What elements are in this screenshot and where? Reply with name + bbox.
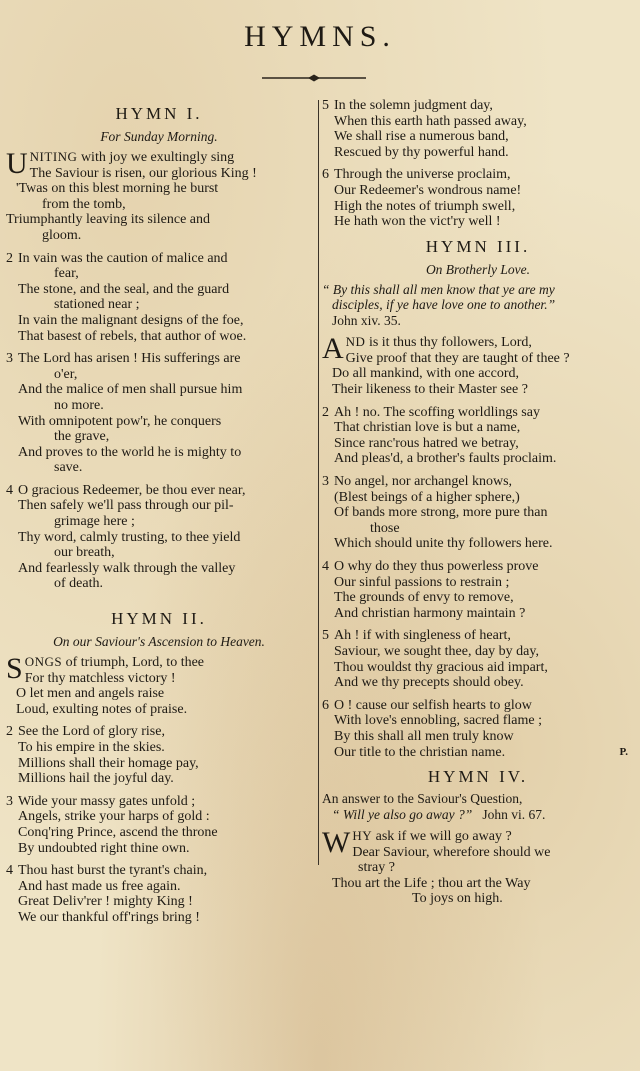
stanza-number: 4 bbox=[6, 482, 13, 498]
verse-line: And hast made us free again. bbox=[18, 878, 181, 894]
verse-caps: NITING bbox=[29, 149, 78, 164]
verse-line: For thy matchless victory ! bbox=[24, 670, 176, 686]
verse-line: Thou art the Life ; thou art the Way bbox=[332, 875, 531, 891]
verse-line: Wide your massy gates unfold ; bbox=[18, 793, 196, 809]
verse-line: save. bbox=[54, 460, 83, 476]
hymn-4-title: HYMN IV. bbox=[427, 767, 529, 787]
drop-cap: S bbox=[6, 652, 23, 686]
verse-line: gloom. bbox=[42, 227, 82, 243]
verse-line: Thou hast burst the tyrant's chain, bbox=[18, 863, 208, 879]
verse-line: Give proof that they are taught of thee ? bbox=[345, 350, 570, 366]
hymn-2-stanza-6 bbox=[322, 167, 634, 229]
verse-line: Saviour, we sought thee, day by day, bbox=[334, 643, 539, 659]
verse-caps: ONGS bbox=[24, 654, 63, 670]
hymn-3-stanza-2 bbox=[322, 405, 634, 467]
verse-line: The stone, and the seal, and the guard bbox=[18, 281, 230, 297]
verse-line: O let men and angels raise bbox=[16, 686, 165, 702]
verse-line: Through the universe proclaim, bbox=[334, 167, 511, 183]
hymn-2-stanza-2 bbox=[6, 724, 312, 786]
verse-line: 'Twas on this blest morning he burst bbox=[16, 181, 219, 197]
verse-line: Of bands more strong, more pure than bbox=[334, 505, 548, 521]
epigraph-reference: John xiv. 35. bbox=[332, 312, 401, 328]
intro-line: An answer to the Saviour's Question, bbox=[322, 791, 523, 807]
verse-line: See the Lord of glory rise, bbox=[18, 724, 165, 740]
verse-line: In vain the malignant designs of the foe, bbox=[18, 312, 244, 328]
verse-line: Ah ! if with singleness of heart, bbox=[334, 628, 511, 644]
stanza-number: 6 bbox=[322, 167, 329, 183]
stanza-number: 5 bbox=[322, 628, 329, 644]
hymn-1-stanza-2 bbox=[6, 251, 312, 345]
verse-line: To joys on high. bbox=[412, 891, 503, 907]
left-column bbox=[6, 98, 312, 933]
stanza-number: 3 bbox=[6, 351, 13, 367]
verse-line: With omnipotent pow'r, he conquers bbox=[18, 413, 222, 429]
verse-line: And proves to the world he is mighty to bbox=[18, 444, 242, 460]
verse-line: (Blest beings of a higher sphere,) bbox=[334, 489, 520, 505]
hymn-3-stanza-1 bbox=[322, 334, 634, 397]
verse-line: He hath won the vict'ry well ! bbox=[334, 214, 501, 230]
verse-line: We shall rise a numerous band, bbox=[334, 129, 509, 145]
verse-line: with joy we exultingly sing bbox=[77, 150, 235, 165]
verse-line: no more. bbox=[54, 397, 104, 413]
verse-line: Their likeness to their Master see ? bbox=[332, 382, 528, 398]
hymn-4-intro bbox=[322, 791, 634, 822]
verse-line: of triumph, Lord, to thee bbox=[62, 655, 205, 671]
hymn-4-stanza-1 bbox=[322, 828, 634, 907]
hymn-1-stanza-3 bbox=[6, 351, 312, 476]
epigraph-line: disciples, if ye have love one to another.” bbox=[332, 297, 556, 313]
verse-line: That christian love is but a name, bbox=[334, 420, 521, 436]
intro-quote: “ Will ye also go away ?” bbox=[332, 806, 473, 822]
verse-line: O why do they thus powerless prove bbox=[334, 558, 539, 574]
verse-line: That basest of rebels, that author of woe. bbox=[18, 328, 247, 344]
verse-line: The Lord has arisen ! His sufferings are bbox=[18, 351, 241, 367]
hymn-2-stanza-1 bbox=[6, 654, 312, 717]
verse-line: The Saviour is risen, our glorious King ! bbox=[29, 165, 257, 181]
verse-line: Millions hail the joyful day. bbox=[18, 771, 174, 787]
verse-line: We our thankful off'rings bring ! bbox=[18, 909, 200, 925]
hymn-2-stanza-3 bbox=[6, 794, 312, 856]
hymn-3-stanza-6 bbox=[322, 698, 634, 760]
hymn-1-title: HYMN I. bbox=[115, 104, 203, 123]
verse-line: Triumphantly leaving its silence and bbox=[6, 212, 211, 228]
epigraph-line: “ By this shall all men know that ye are my bbox=[322, 281, 555, 297]
page-title: HYMNS. bbox=[244, 20, 396, 53]
verse-line: is it thus thy followers, Lord, bbox=[365, 335, 532, 351]
verse-line: Great Deliv'rer ! mighty King ! bbox=[18, 894, 193, 910]
verse-line: Thy word, calmly trusting, to thee yield bbox=[18, 529, 241, 545]
verse-line: Do all mankind, with one accord, bbox=[332, 366, 520, 382]
verse-line: Our sinful passions to restrain ; bbox=[334, 574, 510, 590]
verse-line: O gracious Redeemer, be thou ever near, bbox=[18, 482, 246, 498]
drop-cap: W bbox=[322, 826, 351, 860]
hymn-2-stanza-4 bbox=[6, 863, 312, 925]
intro-reference: John vi. 67. bbox=[482, 806, 546, 822]
verse-line: In vain was the caution of malice and bbox=[18, 250, 228, 266]
stanza-number: 3 bbox=[6, 793, 13, 809]
stanza-number: 4 bbox=[322, 558, 329, 574]
verse-line: our breath, bbox=[54, 545, 115, 561]
column-divider bbox=[318, 100, 319, 865]
verse-line: the grave, bbox=[54, 429, 110, 445]
verse-line: of death. bbox=[54, 576, 103, 592]
verse-line: O ! cause our selfish hearts to glow bbox=[334, 697, 532, 713]
verse-line: And fearlessly walk through the valley bbox=[18, 560, 236, 576]
verse-line: By undoubted right thine own. bbox=[18, 840, 190, 856]
verse-line: And pleas'd, a brother's faults proclaim. bbox=[334, 451, 557, 467]
verse-line: To his empire in the skies. bbox=[18, 740, 165, 755]
verse-line: Loud, exulting notes of praise. bbox=[16, 701, 188, 717]
stanza-number: 2 bbox=[6, 250, 13, 266]
hymn-3-epigraph bbox=[322, 282, 634, 329]
stanza-number: 3 bbox=[322, 474, 329, 489]
stanza-number: 4 bbox=[6, 863, 13, 879]
hymn-1-stanza-4 bbox=[6, 483, 312, 592]
hymn-2-subtitle: On our Saviour's Ascension to Heaven. bbox=[53, 634, 265, 650]
verse-line: The grounds of envy to remove, bbox=[334, 590, 514, 606]
verse-caps: ND bbox=[345, 334, 366, 350]
verse-line: And the malice of men shall pursue him bbox=[18, 382, 243, 398]
hymn-3-stanza-4 bbox=[322, 559, 634, 621]
verse-text: Our title to the christian name. bbox=[334, 744, 506, 760]
verse-line: And christian harmony maintain ? bbox=[334, 605, 526, 621]
verse-line: Dear Saviour, wherefore should we bbox=[352, 844, 551, 860]
verse-line: Rescued by thy powerful hand. bbox=[334, 144, 509, 160]
hymn-3-stanza-3 bbox=[322, 474, 634, 552]
stanza-number: 5 bbox=[322, 98, 329, 113]
title-rule-ornament bbox=[262, 73, 366, 83]
verse-line: When this earth hath passed away, bbox=[334, 113, 527, 129]
drop-cap: A bbox=[322, 332, 344, 366]
verse-line: fear, bbox=[54, 266, 79, 282]
verse-line: By this shall all men truly know bbox=[334, 728, 514, 744]
verse-line: With love's ennobling, sacred flame ; bbox=[334, 713, 543, 729]
verse-caps: HY bbox=[352, 828, 373, 844]
verse-line: o'er, bbox=[54, 366, 78, 382]
verse-line: High the notes of triumph swell, bbox=[334, 198, 516, 214]
verse-line: stationed near ; bbox=[54, 297, 140, 313]
hymn-2-title: HYMN II. bbox=[111, 609, 207, 629]
verse-line: Ah ! no. The scoffing worldlings say bbox=[334, 404, 540, 420]
verse-line: Since ranc'rous hatred we betray, bbox=[334, 435, 519, 451]
verse-line: Thou wouldst thy gracious aid impart, bbox=[334, 659, 548, 675]
stanza-number: 6 bbox=[322, 697, 329, 713]
hymn-3-title: HYMN III. bbox=[425, 236, 531, 256]
hymn-3-stanza-5 bbox=[322, 628, 634, 690]
verse-line: stray ? bbox=[358, 860, 395, 876]
verse-line: those bbox=[370, 520, 400, 536]
verse-line: Conq'ring Prince, ascend the throne bbox=[18, 824, 218, 840]
verse-line: Then safely we'll pass through our pil- bbox=[18, 498, 234, 514]
verse-line: No angel, nor archangel knows, bbox=[334, 474, 513, 489]
hymn-3-subtitle: On Brotherly Love. bbox=[425, 261, 531, 277]
verse-line: from the tomb, bbox=[42, 196, 126, 212]
verse-line: Our Redeemer's wondrous name! bbox=[334, 182, 522, 198]
hymn-1-subtitle: For Sunday Morning. bbox=[100, 129, 218, 144]
drop-cap: U bbox=[6, 147, 28, 180]
verse-line: Which should unite thy followers here. bbox=[334, 536, 553, 552]
author-mark: P. bbox=[619, 745, 628, 758]
verse-line: grimage here ; bbox=[54, 514, 135, 530]
intro-line bbox=[322, 807, 634, 823]
verse-line: Millions shall their homage pay, bbox=[18, 755, 199, 771]
verse-line: ask if we will go away ? bbox=[372, 829, 512, 845]
verse-line bbox=[334, 745, 634, 761]
hymn-1-stanza-1 bbox=[6, 149, 312, 244]
stanza-number: 2 bbox=[6, 724, 13, 740]
verse-line: And we thy precepts should obey. bbox=[334, 675, 524, 691]
hymn-2-stanza-5 bbox=[322, 98, 634, 160]
verse-line: In the solemn judgment day, bbox=[334, 98, 493, 113]
stanza-number: 2 bbox=[322, 404, 329, 420]
verse-line: Angels, strike your harps of gold : bbox=[18, 809, 210, 825]
right-column bbox=[322, 98, 634, 914]
